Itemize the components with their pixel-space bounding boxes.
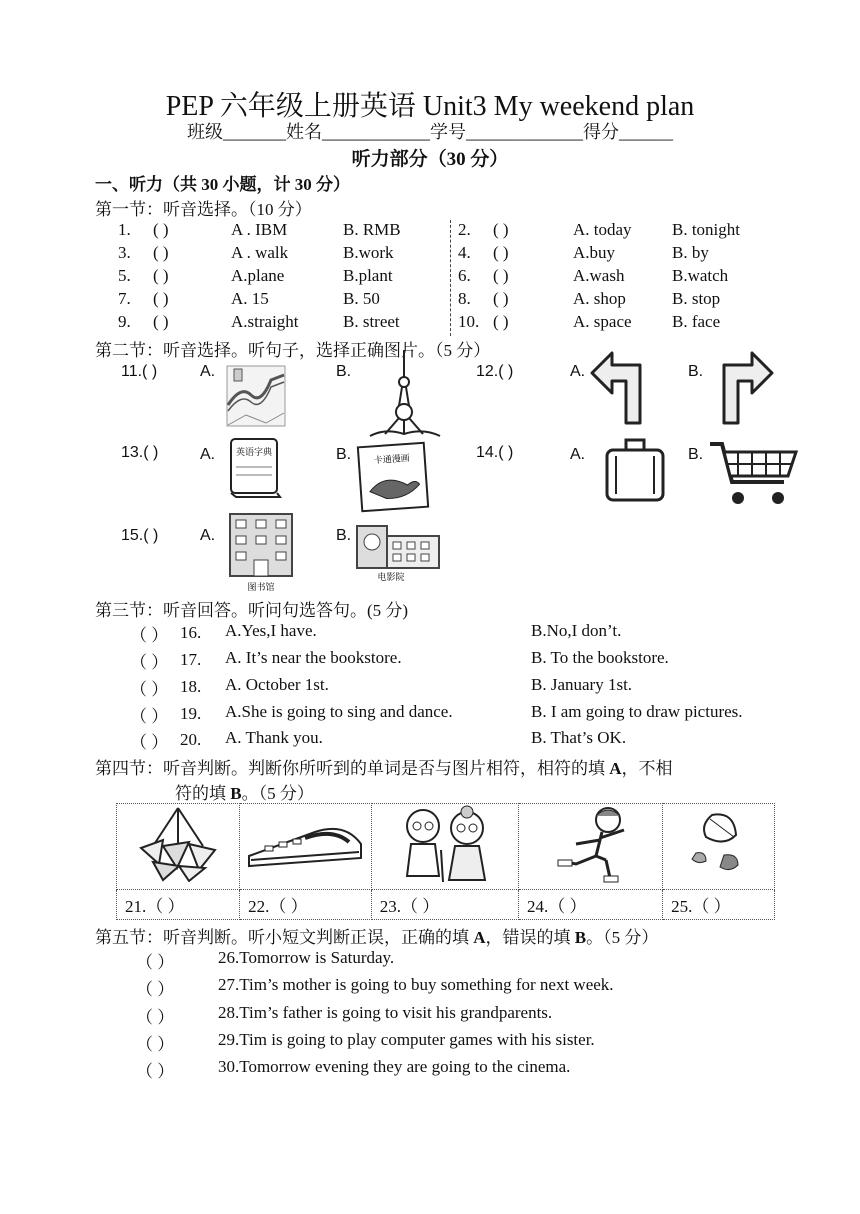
s1-item-paren: ( ): [493, 289, 509, 308]
s1-option-b: B.plant: [343, 266, 393, 285]
student-info-line: 班级_______姓名____________学号_____________得分______: [187, 122, 673, 142]
q13-opt-a: A.: [200, 446, 216, 463]
q11-opt-a: A.: [200, 363, 216, 380]
s1-item-paren: ( ): [493, 312, 509, 331]
s3-item-number: 19.: [180, 704, 202, 723]
leaves-cell: [663, 804, 775, 890]
s4-answer-cell: 25.（ ）: [663, 890, 775, 920]
s1-item-paren: ( ): [493, 266, 509, 285]
great-wall-picture: [226, 365, 286, 427]
s4-heading-line2: 符的填 B。（5 分）: [175, 784, 314, 803]
dictionary-label: 英语字典: [235, 448, 273, 458]
s1-item-number: 5.: [118, 266, 131, 285]
s3-option-a: A.Yes,I have.: [225, 621, 317, 640]
section-subtitle: 听力部分（30 分）: [351, 149, 509, 170]
s3-item-number: 20.: [180, 730, 202, 749]
q12-label: 12.( ): [476, 363, 514, 380]
q15-label: 15.( ): [121, 527, 159, 544]
s1-option-b: B. face: [672, 312, 721, 331]
s5-statement: 26.Tomorrow is Saturday.: [218, 948, 395, 967]
s3-item-number: 16.: [180, 623, 202, 642]
s5-item-paren: （ ）: [136, 1062, 175, 1081]
s1-item-paren: ( ): [153, 312, 169, 331]
s2-heading: 第二节：听音选择。听句子，选择正确图片。（5 分）: [95, 341, 491, 360]
zongzi-picture: [133, 806, 223, 882]
s5-item-paren: （ ）: [136, 1035, 175, 1054]
s3-item-paren: （ ）: [130, 733, 169, 752]
dictionary-picture: [228, 437, 282, 499]
suitcase-picture: [604, 436, 666, 504]
s1-item-paren: ( ): [153, 220, 169, 239]
s4-answer-cell: 23.（ ）: [371, 890, 518, 920]
s5-item-paren: （ ）: [136, 1008, 175, 1027]
s3-option-a: A. Thank you.: [225, 728, 323, 747]
s1-option-b: B. RMB: [343, 220, 401, 239]
s3-item-number: 17.: [180, 650, 202, 669]
s3-option-b: B. To the bookstore.: [531, 648, 669, 667]
s3-option-a: A.She is going to sing and dance.: [225, 702, 453, 721]
s1-option-a: A . walk: [231, 243, 289, 262]
q15-opt-a: A.: [200, 527, 216, 544]
s3-option-b: B. That’s OK.: [531, 728, 627, 747]
s1-item-number: 8.: [458, 289, 471, 308]
s5-item-paren: （ ）: [136, 980, 175, 999]
s4-answer-cell: 24.（ ）: [519, 890, 663, 920]
s1-option-a: A. shop: [573, 289, 626, 308]
skater-cell: [519, 804, 663, 890]
q12-opt-b: B.: [688, 363, 704, 380]
s1-option-b: B. 50: [343, 289, 380, 308]
cinema-picture: [353, 518, 443, 584]
s1-item-paren: ( ): [493, 243, 509, 262]
s1-item-number: 6.: [458, 266, 471, 285]
s4-picture-table: [116, 803, 775, 920]
q14-opt-b: B.: [688, 446, 704, 463]
s1-option-a: A.wash: [573, 266, 625, 285]
s1-item-number: 2.: [458, 220, 471, 239]
s1-option-a: A. today: [573, 220, 632, 239]
s1-option-b: B.watch: [672, 266, 729, 285]
q13-opt-b: B.: [336, 446, 352, 463]
s3-option-b: B. January 1st.: [531, 675, 633, 694]
s1-item-paren: ( ): [153, 266, 169, 285]
q11-label: 11.( ): [121, 363, 158, 380]
s1-option-b: B. stop: [672, 289, 721, 308]
s1-item-number: 3.: [118, 243, 131, 262]
s5-heading: 第五节：听音判断。听小短文判断正误，正确的填 A，错误的填 B。（5 分）: [95, 928, 659, 947]
comic-book-picture: [355, 440, 435, 516]
s4-answer-cell: 22.（ ）: [240, 890, 372, 920]
s3-item-paren: （ ）: [130, 626, 169, 645]
s3-option-b: B. I am going to draw pictures.: [531, 702, 743, 721]
s1-heading: 第一节：听音选择。（10 分）: [95, 200, 312, 219]
s1-option-b: B. tonight: [672, 220, 741, 239]
cinema-label: 电影院: [377, 573, 405, 583]
s1-item-number: 9.: [118, 312, 131, 331]
comic-label: 卡通漫画: [373, 453, 411, 467]
turn-left-arrow-icon: [588, 349, 652, 427]
q13-label: 13.( ): [121, 444, 159, 461]
s4-heading-line1: 第四节：听音判断。判断你所听到的单词是否与图片相符，相符的填 A，不相: [95, 759, 673, 778]
s1-item-paren: ( ): [153, 289, 169, 308]
s3-option-a: A. October 1st.: [225, 675, 329, 694]
q11-opt-b: B.: [336, 363, 352, 380]
part-heading: 一、听力（共 30 小题，计 30 分）: [95, 175, 350, 194]
shopping-cart-icon: [708, 440, 800, 508]
s1-option-a: A.buy: [573, 243, 616, 262]
s1-option-a: A. 15: [231, 289, 269, 308]
page-title: PEP 六年级上册英语 Unit3 My weekend plan: [165, 91, 695, 122]
s1-item-paren: ( ): [153, 243, 169, 262]
s5-item-paren: （ ）: [136, 953, 175, 972]
s1-item-number: 10.: [458, 312, 480, 331]
q14-opt-a: A.: [570, 446, 586, 463]
falling-leaves-picture: [684, 807, 754, 881]
s1-item-paren: ( ): [493, 220, 509, 239]
s5-statement: 30.Tomorrow evening they are going to the cinema.: [218, 1057, 571, 1076]
s3-option-b: B.No,I don’t.: [531, 621, 622, 640]
s1-option-a: A . IBM: [231, 220, 288, 239]
q14-label: 14.( ): [476, 444, 514, 461]
q15-opt-b: B.: [336, 527, 352, 544]
s5-statement: 29.Tim is going to play computer games with his sister.: [218, 1030, 595, 1049]
s1-item-number: 4.: [458, 243, 471, 262]
s1-option-b: B.work: [343, 243, 394, 262]
s1-option-a: A.straight: [231, 312, 299, 331]
s4-answer-cell: 21.（ ）: [117, 890, 240, 920]
s3-item-paren: （ ）: [130, 653, 169, 672]
s1-item-number: 7.: [118, 289, 131, 308]
high-speed-train-picture: [245, 814, 365, 874]
s3-option-a: A. It’s near the bookstore.: [225, 648, 402, 667]
tv-tower-picture: [355, 348, 455, 440]
turn-right-arrow-icon: [706, 349, 776, 427]
roller-skating-boy-picture: [536, 804, 646, 884]
train-cell: [240, 804, 372, 890]
s1-option-a: A. space: [573, 312, 632, 331]
s5-statement: 28.Tim’s father is going to visit his grandparents.: [218, 1003, 553, 1022]
s1-item-number: 1.: [118, 220, 131, 239]
s5-statement: 27.Tim’s mother is going to buy something for next week.: [218, 975, 614, 994]
q12-opt-a: A.: [570, 363, 586, 380]
library-picture: [226, 510, 296, 594]
grandparents-cell: [371, 804, 518, 890]
s1-option-a: A.plane: [231, 266, 285, 285]
s3-item-paren: （ ）: [130, 680, 169, 699]
s3-item-number: 18.: [180, 677, 202, 696]
s1-option-b: B. by: [672, 243, 709, 262]
zongzi-cell: [117, 804, 240, 890]
library-label: 图书馆: [247, 583, 275, 593]
s1-option-b: B. street: [343, 312, 400, 331]
s3-item-paren: （ ）: [130, 707, 169, 726]
column-divider: [450, 220, 451, 336]
grandparents-picture: [385, 804, 505, 884]
s3-heading: 第三节：听音回答。听问句选答句。(5 分): [95, 601, 409, 620]
